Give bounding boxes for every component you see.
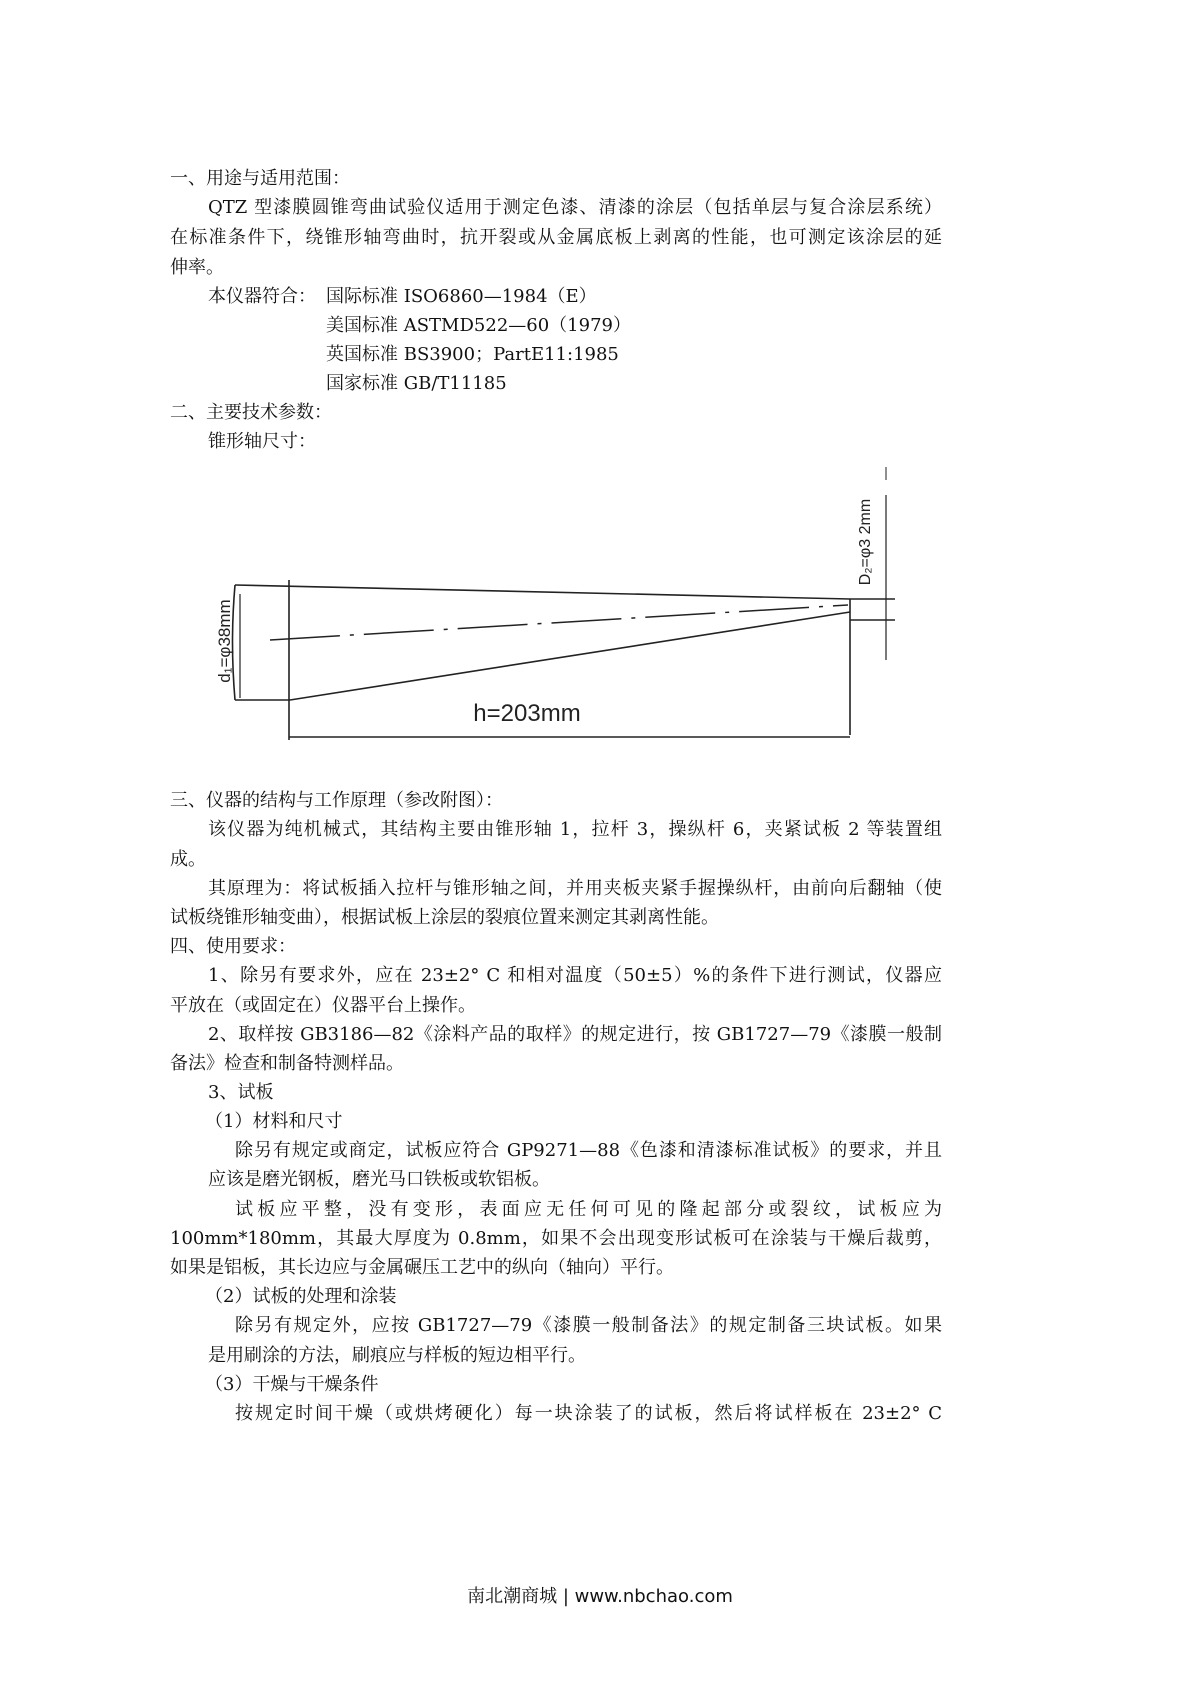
section-3-paragraph-line: 成。 xyxy=(170,849,206,870)
standard-item: 国家标准 GB/T11185 xyxy=(326,373,507,394)
subsection-2-paragraph-line: 是用刷涂的方法，刷痕应与样板的短边相平行。 xyxy=(208,1345,586,1366)
standard-item: 英国标准 BS3900；PartE11:1985 xyxy=(326,344,619,365)
section-3-heading: 三、仪器的结构与工作原理（参改附图）： xyxy=(170,790,503,811)
requirement-3-heading: 3、试板 xyxy=(208,1082,274,1103)
h-label: h=203mm xyxy=(473,700,581,727)
footer-site-link[interactable]: 南北潮商城 | www.nbchao.com xyxy=(467,1586,733,1607)
subsection-1-paragraph-line: 应该是磨光钢板，磨光马口铁板或软铝板。 xyxy=(208,1169,550,1190)
center-axis-line xyxy=(270,605,848,640)
section-1-paragraph-line: QTZ 型漆膜圆锥弯曲试验仪适用于测定色漆、清漆的涂层（包括单层与复合涂层系统） xyxy=(208,197,942,218)
section-3-paragraph-line: 试板绕锥形轴变曲），根据试板上涂层的裂痕位置来测定其剥离性能。 xyxy=(170,907,719,928)
subsection-2-heading: （2）试板的处理和涂装 xyxy=(205,1286,397,1307)
section-1-paragraph-line: 伸率。 xyxy=(170,257,224,278)
requirement-2-line: 2、取样按 GB3186—82《涂料产品的取样》的规定进行，按 GB1727—79《漆膜一般制 xyxy=(208,1024,942,1045)
cone-top-edge xyxy=(235,585,850,599)
standard-item: 国际标准 ISO6860—1984（E） xyxy=(326,286,597,307)
subsection-3-paragraph-line: 按规定时间干燥（或烘烤硬化）每一块涂装了的试板，然后将试样板在 23±2° C xyxy=(235,1403,942,1424)
standard-item: 美国标准 ASTMD522—60（1979） xyxy=(326,315,631,336)
requirement-1-line: 平放在（或固定在）仪器平台上操作。 xyxy=(170,995,476,1016)
subsection-1-heading: （1）材料和尺寸 xyxy=(205,1111,343,1132)
d2-label: D₂=φ3 2mm xyxy=(857,498,874,586)
section-3-paragraph-line: 其原理为：将试板插入拉杆与锥形轴之间，并用夹板夹紧手握操纵杆，由前向后翻轴（使 xyxy=(208,878,942,899)
d1-label: d₁=φ38mm xyxy=(215,599,234,683)
cone-bottom-edge xyxy=(290,612,850,700)
subsection-1-paragraph-line: 100mm*180mm，其最大厚度为 0.8mm，如果不会出现变形试板可在涂装与干燥后裁剪， xyxy=(170,1228,942,1249)
section-3-paragraph-line: 该仪器为纯机械式，其结构主要由锥形轴 1，拉杆 3，操纵杆 6，夹紧试板 2 等装置组 xyxy=(208,819,942,840)
subsection-1-paragraph-line: 如果是铝板，其长边应与金属碾压工艺中的纵向（轴向）平行。 xyxy=(170,1257,674,1278)
requirement-2-line: 备法》检查和制备特测样品。 xyxy=(170,1053,404,1074)
standards-label: 本仪器符合： xyxy=(208,286,316,307)
section-4-heading: 四、使用要求： xyxy=(170,936,296,957)
requirement-1-line: 1、除另有要求外，应在 23±2° C 和相对温度（50±5）%的条件下进行测试，仪器应 xyxy=(208,965,942,986)
section-2-heading: 二、主要技术参数： xyxy=(170,402,332,423)
subsection-3-heading: （3）干燥与干燥条件 xyxy=(205,1374,379,1395)
subsection-2-paragraph-line: 除另有规定外，应按 GB1727—79《漆膜一般制备法》的规定制备三块试板。如果 xyxy=(235,1315,942,1336)
section-1-paragraph-line: 在标准条件下，绕锥形轴弯曲时，抗开裂或从金属底板上剥离的性能，也可测定该涂层的延 xyxy=(170,227,942,248)
subsection-1-paragraph-line: 试板应平整，没有变形，表面应无任何可见的隆起部分或裂纹，试板应为 xyxy=(235,1199,942,1220)
section-1-heading: 一、用途与适用范围： xyxy=(170,168,350,189)
subsection-1-paragraph-line: 除另有规定或商定，试板应符合 GP9271—88《色漆和清漆标准试板》的要求，并且 xyxy=(235,1140,942,1161)
section-2-subheading: 锥形轴尺寸： xyxy=(208,431,316,452)
